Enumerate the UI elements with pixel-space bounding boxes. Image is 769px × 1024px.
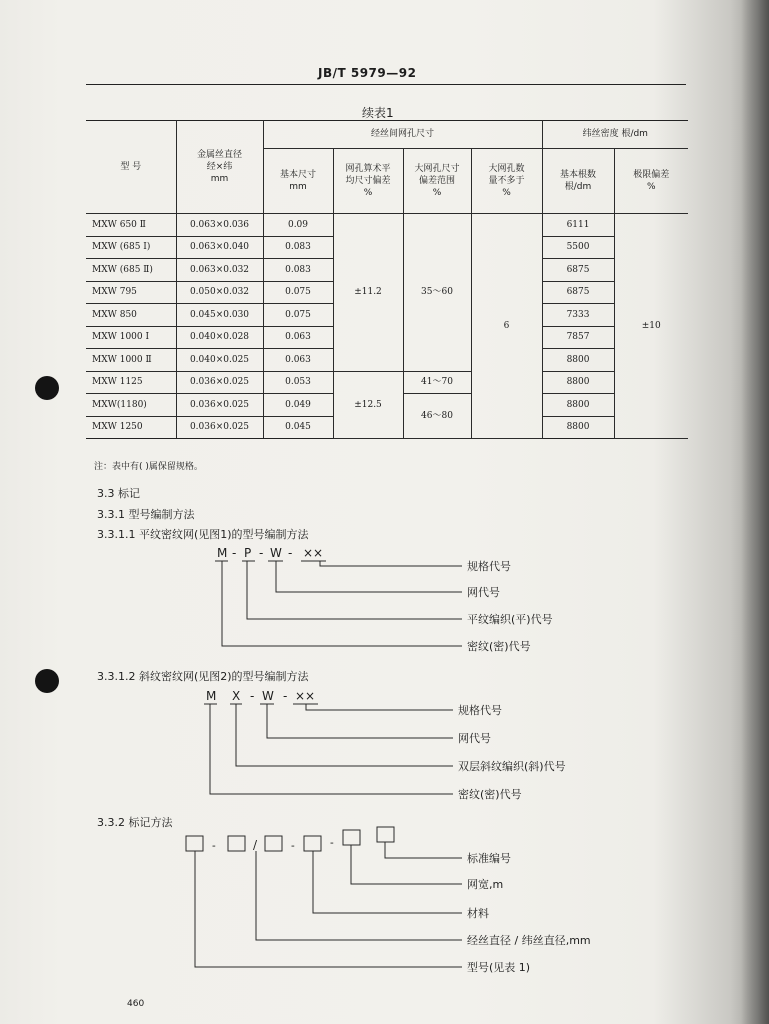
box-material bbox=[304, 836, 321, 851]
cell-large-range: 41～70 bbox=[403, 371, 471, 394]
cell-model: MXW (685 Ⅰ) bbox=[86, 236, 176, 259]
label-net-width: 网宽,m bbox=[467, 878, 504, 891]
col-large-range-header: 大网孔尺寸 偏差范围 % bbox=[403, 149, 471, 214]
box-wire-diameter-weft bbox=[265, 836, 282, 851]
separator: / bbox=[253, 838, 258, 852]
cell-model: MXW (685 Ⅱ) bbox=[86, 259, 176, 282]
box-standard bbox=[377, 827, 394, 842]
diagram-plain-weave bbox=[215, 546, 553, 653]
separator: - bbox=[330, 836, 334, 849]
page-number: 460 bbox=[127, 999, 145, 1009]
code-char: M bbox=[217, 546, 228, 560]
section-3-3-2-heading: 3.3.2 标记方法 bbox=[97, 816, 173, 829]
cell-count: 6875 bbox=[542, 281, 614, 304]
code-char: - bbox=[283, 689, 288, 703]
cell-model: MXW 1000 Ⅱ bbox=[86, 349, 176, 372]
label-net-code: 网代号 bbox=[467, 586, 500, 599]
code-char: ×× bbox=[303, 546, 324, 560]
cell-count: 8800 bbox=[542, 371, 614, 394]
section-3-3-1-2-heading: 3.3.1.2 斜纹密纹网(见图2)的型号编制方法 bbox=[97, 670, 309, 683]
cell-wire: 0.050×0.032 bbox=[176, 281, 263, 304]
code-char: W bbox=[270, 546, 282, 560]
col-limit-deviation-header: 极限偏差 % bbox=[614, 149, 688, 214]
cell-count: 8800 bbox=[542, 349, 614, 372]
col-model-header: 型 号 bbox=[86, 121, 176, 214]
cell-large-range: 46～80 bbox=[403, 394, 471, 439]
label-dense-code: 密纹(密)代号 bbox=[458, 788, 522, 801]
cell-size: 0.083 bbox=[263, 236, 333, 259]
cell-count: 6111 bbox=[542, 214, 614, 237]
cell-count: 7333 bbox=[542, 304, 614, 327]
label-spec-code: 规格代号 bbox=[467, 560, 511, 573]
label-twill-weave-code: 双层斜纹编织(斜)代号 bbox=[458, 760, 566, 773]
col-base-count-header: 基本根数 根/dm bbox=[542, 149, 614, 214]
cell-model: MXW(1180) bbox=[86, 394, 176, 417]
cell-model: MXW 650 Ⅱ bbox=[86, 214, 176, 237]
cell-size: 0.063 bbox=[263, 326, 333, 349]
cell-count: 5500 bbox=[542, 236, 614, 259]
density-group-header: 纬丝密度 根/dm bbox=[542, 121, 688, 149]
box-wire-diameter bbox=[228, 836, 245, 851]
cell-count: 7857 bbox=[542, 326, 614, 349]
cell-count: 8800 bbox=[542, 416, 614, 439]
box-width bbox=[343, 830, 360, 845]
cell-size: 0.063 bbox=[263, 349, 333, 372]
separator: - bbox=[212, 839, 216, 852]
cell-wire: 0.045×0.030 bbox=[176, 304, 263, 327]
cell-wire: 0.040×0.025 bbox=[176, 349, 263, 372]
label-plain-weave-code: 平纹编织(平)代号 bbox=[467, 613, 553, 626]
section-3-3-1-1-heading: 3.3.1.1 平纹密纹网(见图1)的型号编制方法 bbox=[97, 528, 309, 541]
cell-wire: 0.036×0.025 bbox=[176, 371, 263, 394]
code-char: P bbox=[244, 546, 252, 560]
cell-wire: 0.036×0.025 bbox=[176, 416, 263, 439]
diagram-marking-method bbox=[186, 827, 591, 974]
cell-wire: 0.063×0.036 bbox=[176, 214, 263, 237]
table-note: 注：表中有( )属保留规格。 bbox=[94, 462, 203, 472]
cell-size: 0.09 bbox=[263, 214, 333, 237]
code-char: - bbox=[232, 546, 237, 560]
label-material: 材料 bbox=[467, 907, 489, 920]
label-spec-code: 规格代号 bbox=[458, 704, 502, 717]
cell-mean-deviation: ±11.2 bbox=[333, 214, 403, 372]
aperture-group-header: 经丝间网孔尺寸 bbox=[263, 121, 542, 149]
code-char: M bbox=[206, 689, 217, 703]
section-3-3-heading: 3.3 标记 bbox=[97, 487, 140, 500]
cell-large-range: 35～60 bbox=[403, 214, 471, 372]
col-basic-size-header: 基本尺寸 mm bbox=[263, 149, 333, 214]
cell-count: 6875 bbox=[542, 259, 614, 282]
label-net-code: 网代号 bbox=[458, 732, 491, 745]
label-model: 型号(见表 1) bbox=[467, 961, 531, 974]
code-char: - bbox=[250, 689, 255, 703]
table-caption: 续表1 bbox=[362, 106, 394, 120]
code-char: X bbox=[232, 689, 241, 703]
cell-size: 0.049 bbox=[263, 394, 333, 417]
cell-size: 0.045 bbox=[263, 416, 333, 439]
section-3-3-1-heading: 3.3.1 型号编制方法 bbox=[97, 508, 195, 521]
cell-model: MXW 1000 Ⅰ bbox=[86, 326, 176, 349]
standard-code-header: JB/T 5979—92 bbox=[318, 66, 417, 80]
col-large-count-header: 大网孔数 量不多于 % bbox=[471, 149, 542, 214]
col-mean-deviation-header: 网孔算术平 均尺寸偏差 % bbox=[333, 149, 403, 214]
cell-count: 8800 bbox=[542, 394, 614, 417]
cell-size: 0.053 bbox=[263, 371, 333, 394]
label-wire-diameter: 经丝直径 / 纬丝直径,mm bbox=[467, 934, 591, 947]
cell-limit-deviation: ±10 bbox=[614, 214, 688, 439]
cell-wire: 0.063×0.040 bbox=[176, 236, 263, 259]
cell-size: 0.075 bbox=[263, 304, 333, 327]
cell-mean-deviation: ±12.5 bbox=[333, 371, 403, 439]
cell-wire: 0.063×0.032 bbox=[176, 259, 263, 282]
code-char: - bbox=[288, 546, 293, 560]
cell-size: 0.083 bbox=[263, 259, 333, 282]
cell-size: 0.075 bbox=[263, 281, 333, 304]
code-char: ×× bbox=[295, 689, 316, 703]
cell-model: MXW 795 bbox=[86, 281, 176, 304]
cell-large-count: 6 bbox=[471, 214, 542, 439]
cell-wire: 0.040×0.028 bbox=[176, 326, 263, 349]
label-dense-code: 密纹(密)代号 bbox=[467, 640, 531, 653]
box-model bbox=[186, 836, 203, 851]
col-wire-header: 金属丝直径 经×纬 mm bbox=[176, 121, 263, 214]
cell-model: MXW 850 bbox=[86, 304, 176, 327]
diagram-twill-weave bbox=[204, 689, 566, 801]
cell-model: MXW 1125 bbox=[86, 371, 176, 394]
cell-model: MXW 1250 bbox=[86, 416, 176, 439]
separator: - bbox=[291, 839, 295, 852]
cell-wire: 0.036×0.025 bbox=[176, 394, 263, 417]
label-standard-number: 标准编号 bbox=[467, 852, 511, 865]
code-char: - bbox=[259, 546, 264, 560]
code-char: W bbox=[262, 689, 274, 703]
